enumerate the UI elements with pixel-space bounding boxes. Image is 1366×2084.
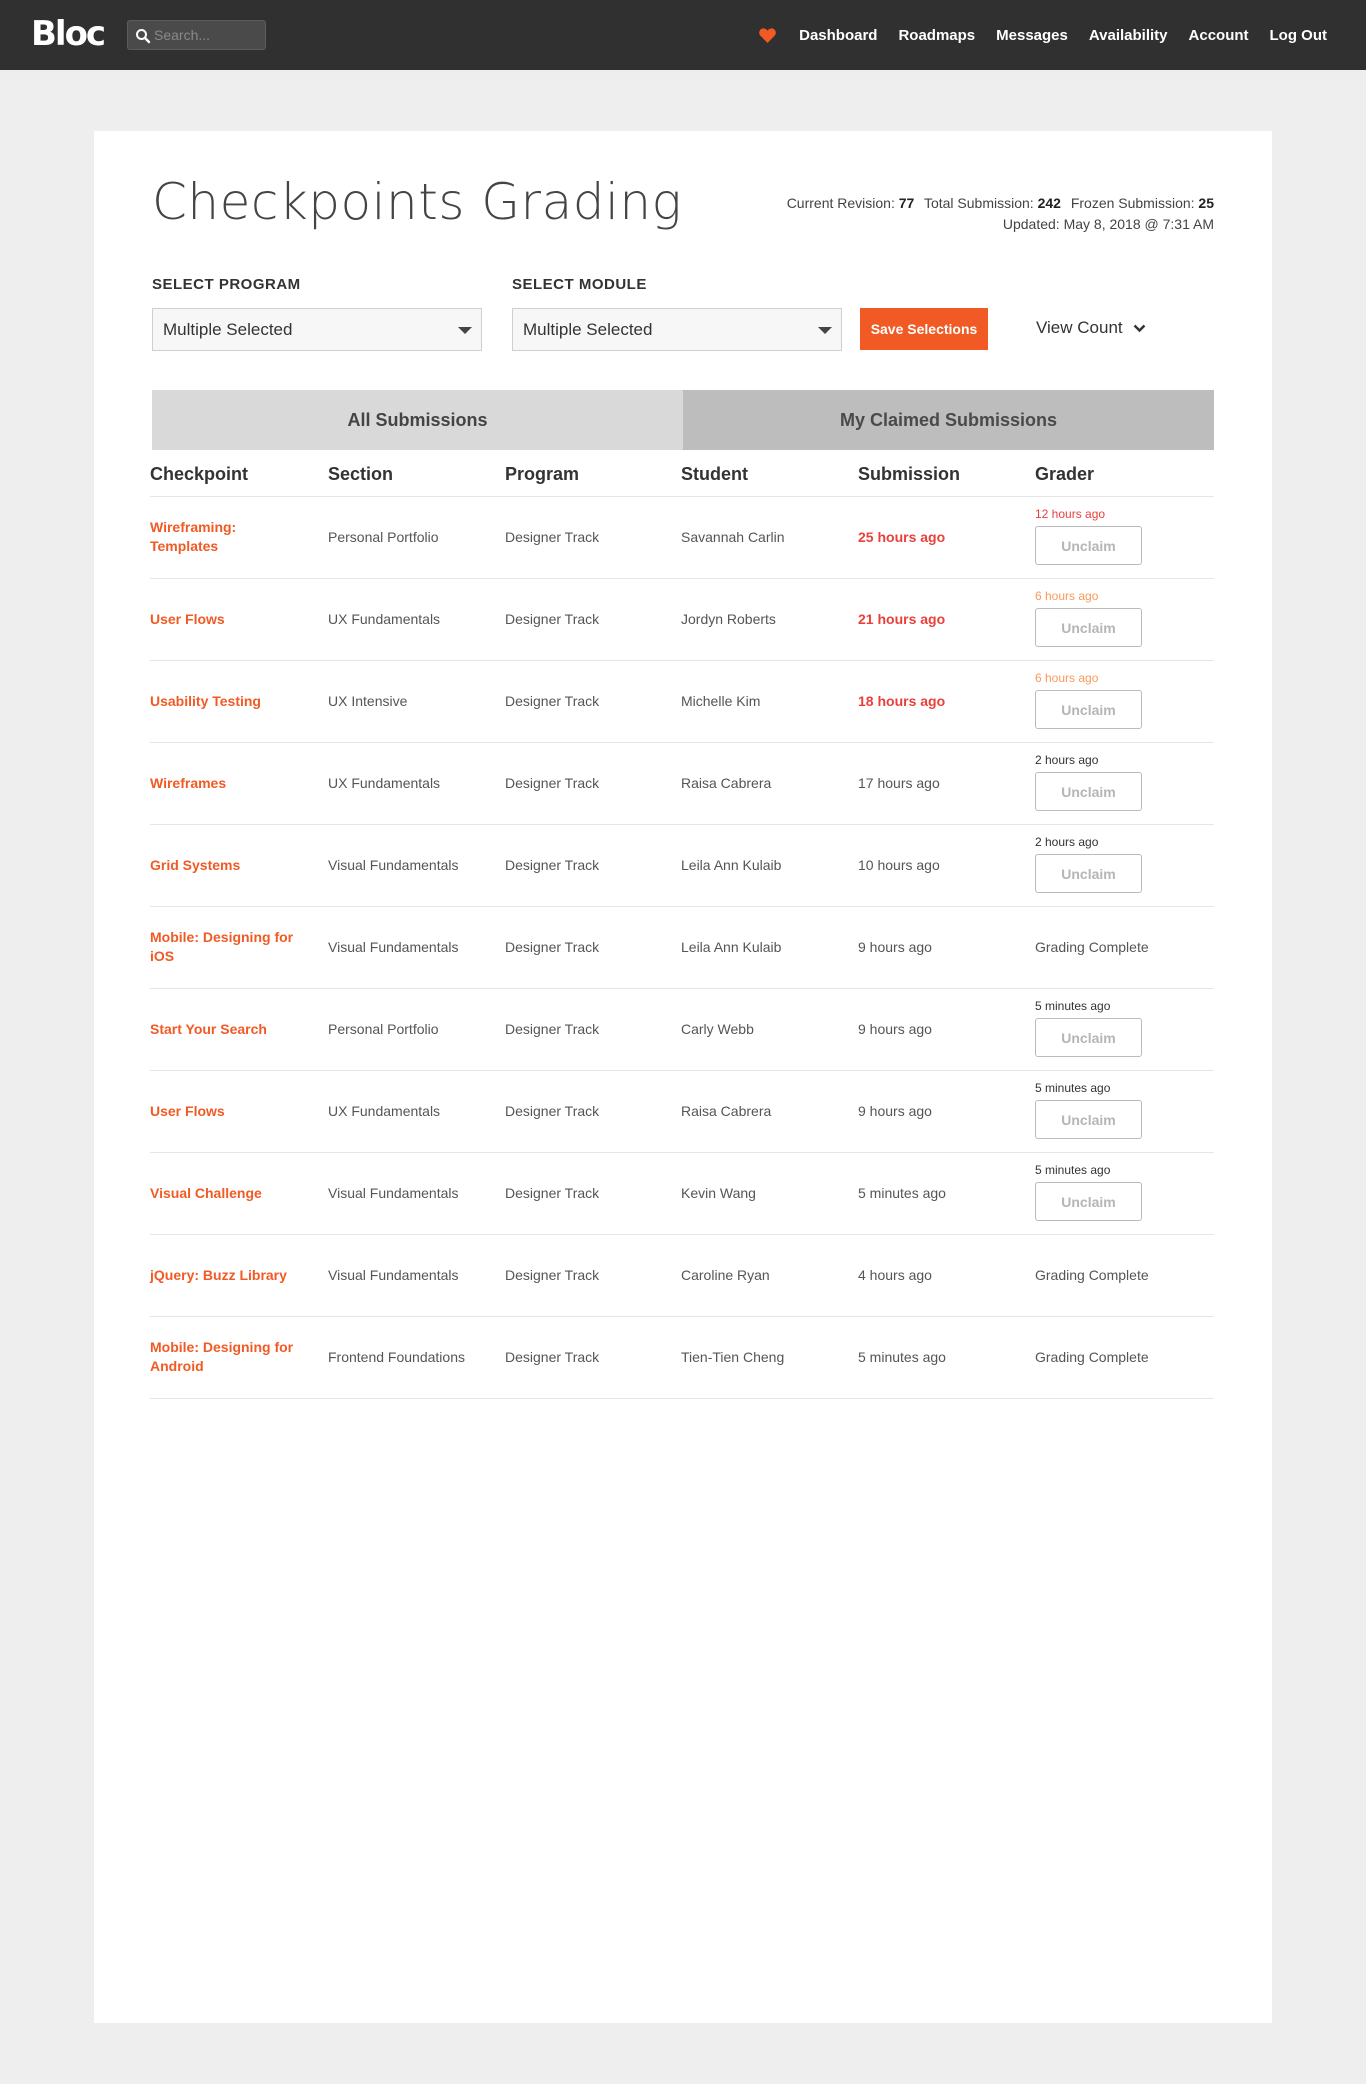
section-cell: UX Fundamentals <box>328 578 505 660</box>
unclaim-button[interactable]: Unclaim <box>1035 608 1142 647</box>
tab-all-submissions[interactable]: All Submissions <box>152 390 683 450</box>
submission-time-cell: 4 hours ago <box>858 1234 1035 1316</box>
unclaim-button[interactable]: Unclaim <box>1035 1100 1142 1139</box>
unclaim-button[interactable]: Unclaim <box>1035 690 1142 729</box>
tab-my-claimed-submissions[interactable]: My Claimed Submissions <box>683 390 1214 450</box>
checkpoint-link[interactable]: Usability Testing <box>150 660 328 742</box>
program-cell: Designer Track <box>505 1234 681 1316</box>
column-header-checkpoint: Checkpoint <box>150 450 328 496</box>
total-submission-value: 242 <box>1037 195 1061 211</box>
section-cell: UX Fundamentals <box>328 1070 505 1152</box>
table-row <box>150 824 1214 906</box>
grader-cell <box>1035 496 1214 578</box>
grader-cell <box>1035 906 1214 988</box>
page-title: Checkpoints Grading <box>152 173 683 231</box>
submission-stats <box>787 193 1214 235</box>
search-input[interactable] <box>154 24 262 46</box>
grader-cell <box>1035 988 1214 1070</box>
save-selections-button[interactable]: Save Selections <box>860 308 988 350</box>
frozen-submission-label: Frozen Submission: <box>1070 195 1195 211</box>
claimed-time: 6 hours ago <box>1035 671 1099 685</box>
unclaim-button[interactable]: Unclaim <box>1035 1182 1142 1221</box>
grader-cell <box>1035 578 1214 660</box>
view-count-label: View Count <box>1036 318 1123 337</box>
nav-account-link[interactable]: Account <box>1188 26 1249 44</box>
checkpoint-link[interactable]: User Flows <box>150 1070 328 1152</box>
main-nav <box>759 0 1327 70</box>
checkpoint-link[interactable]: Wireframes <box>150 742 328 824</box>
grading-complete-status: Grading Complete <box>1035 1267 1149 1283</box>
table-row <box>150 988 1214 1070</box>
updated-timestamp: Updated: May 8, 2018 @ 7:31 AM <box>1002 216 1214 232</box>
checkpoint-link[interactable]: Grid Systems <box>150 824 328 906</box>
student-cell: Tien-Tien Cheng <box>681 1316 858 1398</box>
nav-dashboard-link[interactable]: Dashboard <box>799 26 878 44</box>
view-count-toggle[interactable] <box>1036 318 1146 338</box>
total-submission-label: Total Submission: <box>923 195 1034 211</box>
program-cell: Designer Track <box>505 660 681 742</box>
module-select-value: Multiple Selected <box>523 320 653 339</box>
table-header-row <box>150 450 1214 496</box>
grader-cell <box>1035 1234 1214 1316</box>
claimed-time: 5 minutes ago <box>1035 999 1111 1013</box>
grader-cell <box>1035 1152 1214 1234</box>
module-select[interactable] <box>512 308 842 351</box>
program-cell: Designer Track <box>505 1152 681 1234</box>
claimed-time: 5 minutes ago <box>1035 1163 1111 1177</box>
column-header-submission: Submission <box>858 450 1035 496</box>
table-row <box>150 1234 1214 1316</box>
checkpoint-link[interactable]: Start Your Search <box>150 988 328 1070</box>
bloc-logo[interactable]: Bloc <box>31 14 105 54</box>
caret-down-icon <box>818 327 832 334</box>
table-body <box>150 496 1214 1398</box>
program-cell: Designer Track <box>505 1070 681 1152</box>
grader-cell <box>1035 660 1214 742</box>
top-navigation-bar <box>0 0 1366 70</box>
section-cell: Visual Fundamentals <box>328 824 505 906</box>
unclaim-button[interactable]: Unclaim <box>1035 772 1142 811</box>
submission-time-cell: 17 hours ago <box>858 742 1035 824</box>
table-row <box>150 660 1214 742</box>
select-program-label: SELECT PROGRAM <box>152 276 301 293</box>
student-cell: Leila Ann Kulaib <box>681 824 858 906</box>
student-cell: Raisa Cabrera <box>681 742 858 824</box>
chevron-down-icon <box>1133 324 1146 333</box>
submission-time-cell: 9 hours ago <box>858 988 1035 1070</box>
column-header-program: Program <box>505 450 681 496</box>
grading-complete-status: Grading Complete <box>1035 939 1149 955</box>
submission-time-cell: 9 hours ago <box>858 1070 1035 1152</box>
submission-time-cell: 5 minutes ago <box>858 1316 1035 1398</box>
nav-messages-link[interactable]: Messages <box>996 26 1068 44</box>
section-cell: Personal Portfolio <box>328 496 505 578</box>
checkpoint-link[interactable]: Mobile: Designing for iOS <box>150 906 328 988</box>
grading-complete-status: Grading Complete <box>1035 1349 1149 1365</box>
nav-availability-link[interactable]: Availability <box>1088 26 1168 44</box>
claimed-time: 5 minutes ago <box>1035 1081 1111 1095</box>
student-cell: Carly Webb <box>681 988 858 1070</box>
table-row <box>150 742 1214 824</box>
program-select[interactable] <box>152 308 482 351</box>
program-cell: Designer Track <box>505 742 681 824</box>
student-cell: Kevin Wang <box>681 1152 858 1234</box>
grader-cell <box>1035 1316 1214 1398</box>
section-cell: Frontend Foundations <box>328 1316 505 1398</box>
select-module-label: SELECT MODULE <box>512 276 647 293</box>
section-cell: Visual Fundamentals <box>328 906 505 988</box>
program-select-value: Multiple Selected <box>163 320 293 339</box>
program-cell: Designer Track <box>505 988 681 1070</box>
checkpoint-link[interactable]: Wireframing: Templates <box>150 496 328 578</box>
column-header-grader: Grader <box>1035 450 1214 496</box>
student-cell: Michelle Kim <box>681 660 858 742</box>
section-cell: Personal Portfolio <box>328 988 505 1070</box>
submission-time-cell: 9 hours ago <box>858 906 1035 988</box>
claimed-time: 2 hours ago <box>1035 835 1099 849</box>
table-row <box>150 1152 1214 1234</box>
grading-card <box>94 131 1272 2023</box>
unclaim-button[interactable]: Unclaim <box>1035 854 1142 893</box>
program-cell: Designer Track <box>505 906 681 988</box>
student-cell: Caroline Ryan <box>681 1234 858 1316</box>
student-cell: Leila Ann Kulaib <box>681 906 858 988</box>
search-icon <box>135 28 151 44</box>
section-cell: Visual Fundamentals <box>328 1152 505 1234</box>
submission-time-cell: 21 hours ago <box>858 578 1035 660</box>
grader-cell <box>1035 742 1214 824</box>
nav-roadmaps-link[interactable]: Roadmaps <box>898 26 976 44</box>
claimed-time: 6 hours ago <box>1035 589 1099 603</box>
unclaim-button[interactable]: Unclaim <box>1035 1018 1142 1057</box>
submission-time-cell: 25 hours ago <box>858 496 1035 578</box>
grader-cell <box>1035 1070 1214 1152</box>
student-cell: Jordyn Roberts <box>681 578 858 660</box>
checkpoint-link[interactable]: jQuery: Buzz Library <box>150 1234 328 1316</box>
table-row <box>150 496 1214 578</box>
caret-down-icon <box>458 327 472 334</box>
unclaim-button[interactable]: Unclaim <box>1035 526 1142 565</box>
section-cell: Visual Fundamentals <box>328 1234 505 1316</box>
submissions-table <box>150 450 1214 1399</box>
submission-tabs <box>152 390 1214 450</box>
table-row <box>150 578 1214 660</box>
program-cell: Designer Track <box>505 578 681 660</box>
claimed-time: 2 hours ago <box>1035 753 1099 767</box>
checkpoint-link[interactable]: User Flows <box>150 578 328 660</box>
student-cell: Raisa Cabrera <box>681 1070 858 1152</box>
section-cell: UX Fundamentals <box>328 742 505 824</box>
submission-time-cell: 10 hours ago <box>858 824 1035 906</box>
grader-cell <box>1035 824 1214 906</box>
current-revision-value: 77 <box>898 195 915 211</box>
nav-logout-link[interactable]: Log Out <box>1269 26 1327 44</box>
stats-line <box>787 193 1214 214</box>
frozen-submission-value: 25 <box>1198 195 1214 211</box>
claimed-time: 12 hours ago <box>1035 507 1106 521</box>
program-cell: Designer Track <box>505 496 681 578</box>
table-row <box>150 1070 1214 1152</box>
table-row <box>150 1316 1214 1398</box>
checkpoint-link[interactable]: Mobile: Designing for Android <box>150 1316 328 1398</box>
search-box[interactable] <box>127 20 266 50</box>
program-cell: Designer Track <box>505 824 681 906</box>
submission-time-cell: 18 hours ago <box>858 660 1035 742</box>
section-cell: UX Intensive <box>328 660 505 742</box>
student-cell: Savannah Carlin <box>681 496 858 578</box>
heart-icon[interactable] <box>759 28 776 43</box>
checkpoint-link[interactable]: Visual Challenge <box>150 1152 328 1234</box>
column-header-section: Section <box>328 450 505 496</box>
column-header-student: Student <box>681 450 858 496</box>
table-row <box>150 906 1214 988</box>
submission-time-cell: 5 minutes ago <box>858 1152 1035 1234</box>
program-cell: Designer Track <box>505 1316 681 1398</box>
current-revision-label: Current Revision: <box>786 195 895 211</box>
